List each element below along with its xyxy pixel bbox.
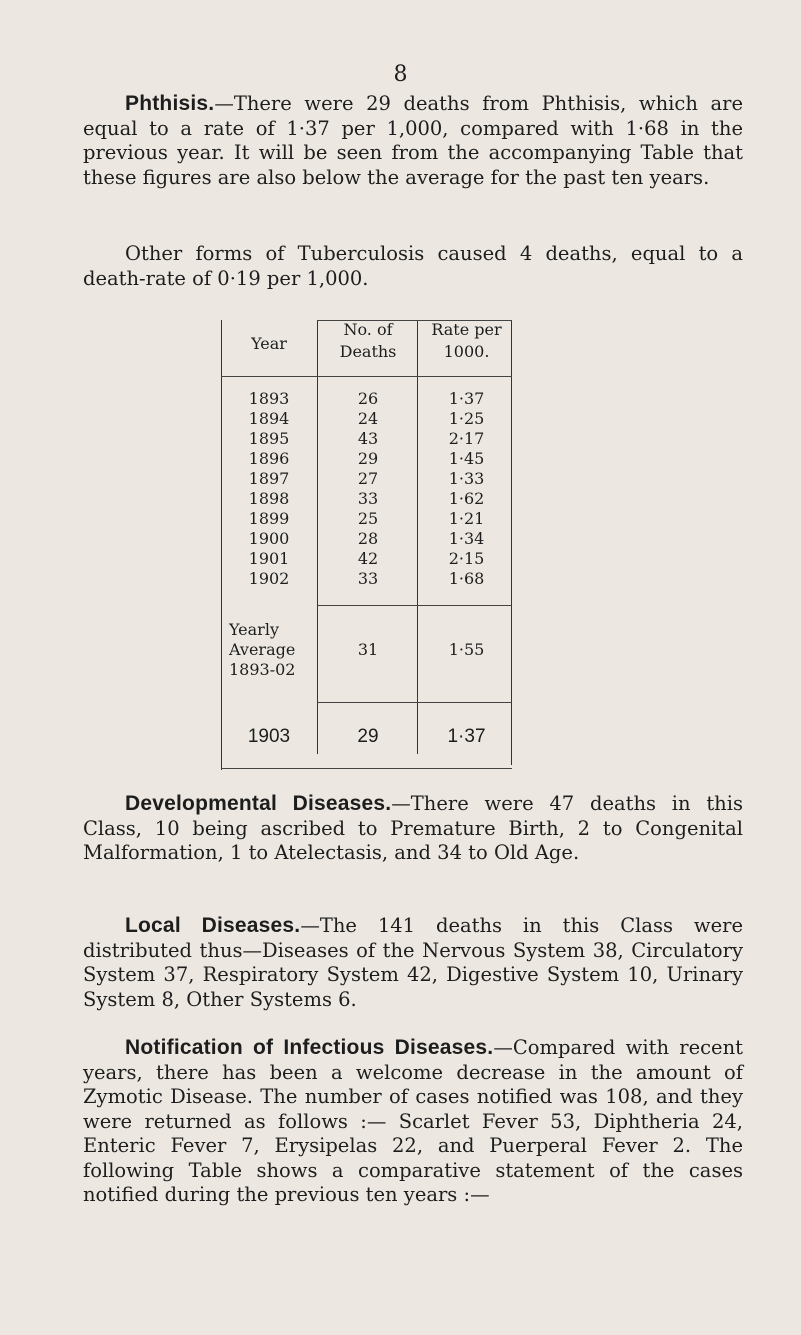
average-deaths: 31: [357, 640, 379, 659]
local-text: —The 141 deaths in this Class were distributed thus—Diseases of the Nervous System 38, Circulatory System 37, Respiratory System 42, Digestive System 10, Urinary System 8, Other Systems 6.: [83, 914, 744, 1011]
row-year: 1899: [248, 509, 290, 528]
row-year: 1898: [248, 489, 290, 508]
row-rate: 1·37: [448, 389, 485, 408]
local-heading: Local Diseases.: [125, 914, 301, 937]
row-deaths: 27: [357, 469, 379, 488]
row-deaths: 33: [357, 489, 379, 508]
table-average-rule: [317, 702, 512, 703]
row-rate: 1·21: [448, 509, 485, 528]
notification-text: —Compared with recent years, there has been a welcome decrease in the amount of Zymotic Disease. The number of cases notified was 108, and they were returned as follows :— Scarlet Fever 53, Diphtheria 24, Enteric Fever 7, Erysipelas 22, and Puerperal Fever 2. The following Table shows a comparative statement of the cases notified during the previous ten years :—: [83, 1036, 743, 1206]
row-year: 1901: [248, 549, 290, 568]
table-body-rule: [317, 605, 512, 606]
average-label-line2: Average: [229, 640, 296, 659]
developmental-text: —There were 47 deaths in this Class, 10 being ascribed to Premature Birth, 2 to Congenital Malformation, 1 to Atelectasis, and 34 to Old Age.: [83, 792, 743, 864]
current-deaths: 29: [357, 726, 379, 747]
header-rate-line1: Rate per: [431, 320, 502, 339]
row-rate: 1·45: [448, 449, 485, 468]
row-deaths: 28: [357, 529, 379, 548]
current-year: 1903: [247, 726, 291, 747]
row-year: 1897: [248, 469, 290, 488]
phthisis-heading: Phthisis.: [125, 92, 215, 115]
row-year: 1896: [248, 449, 290, 468]
row-year: 1895: [248, 429, 290, 448]
current-rate: 1·37: [447, 726, 486, 747]
phthisis-table: [219, 320, 514, 770]
row-year: 1900: [248, 529, 290, 548]
row-rate: 1·25: [448, 409, 485, 428]
row-deaths: 43: [357, 429, 379, 448]
table-bottom-rule: [221, 768, 512, 769]
notification-heading: Notification of Infectious Diseases.: [125, 1036, 494, 1059]
header-deaths-line2: Deaths: [339, 342, 397, 361]
average-label-line1: Yearly: [229, 620, 279, 639]
row-year: 1893: [248, 389, 290, 408]
row-deaths: 25: [357, 509, 379, 528]
row-rate: 2·17: [448, 429, 485, 448]
header-deaths-line1: No. of: [343, 320, 393, 339]
row-deaths: 26: [357, 389, 379, 408]
header-year: Year: [251, 334, 287, 353]
row-deaths: 33: [357, 569, 379, 588]
row-deaths: 29: [357, 449, 379, 468]
row-rate: 1·68: [448, 569, 485, 588]
developmental-heading: Developmental Diseases.: [125, 792, 392, 815]
tuberculosis-paragraph: Other forms of Tuberculosis caused 4 deaths, equal to a death-rate of 0·19 per 1,000.: [83, 242, 743, 290]
phthisis-paragraph: [83, 92, 743, 190]
local-paragraph: [83, 914, 743, 1012]
table-header-rule: [221, 376, 512, 377]
average-rate: 1·55: [448, 640, 485, 659]
row-deaths: 24: [357, 409, 379, 428]
row-year: 1894: [248, 409, 290, 428]
developmental-paragraph: [83, 792, 743, 866]
notification-paragraph: [83, 1036, 743, 1208]
page-number: 8: [393, 62, 408, 87]
phthisis-text: —There were 29 deaths from Phthisis, which are equal to a rate of 1·37 per 1,000, compared with 1·68 in the previous year. It will be seen from the accompanying Table that these figures are also below the average for the past ten years.: [83, 92, 743, 189]
row-rate: 2·15: [448, 549, 485, 568]
row-year: 1902: [248, 569, 290, 588]
average-label-line3: 1893-02: [229, 660, 296, 679]
row-rate: 1·62: [448, 489, 485, 508]
row-rate: 1·33: [448, 469, 485, 488]
row-rate: 1·34: [448, 529, 485, 548]
header-rate-line2: 1000.: [443, 342, 490, 361]
row-deaths: 42: [357, 549, 379, 568]
